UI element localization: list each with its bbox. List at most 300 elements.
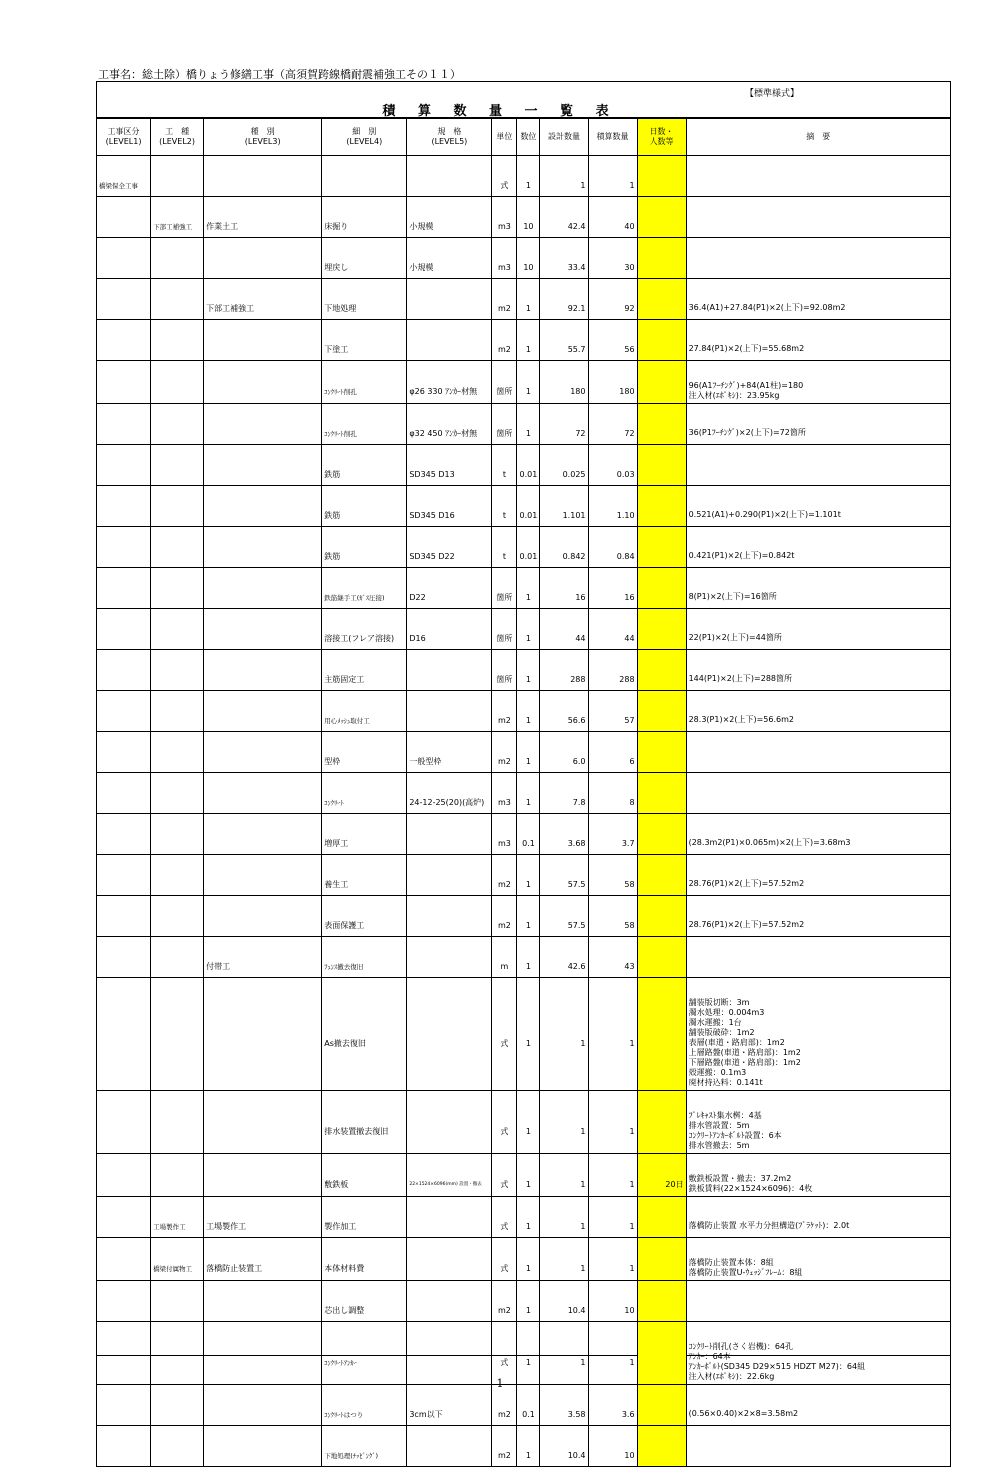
spacer-cell xyxy=(204,320,322,339)
cell-level4: 用心ﾒｯｼｭ取付工 xyxy=(322,709,407,732)
cell-unit: 箇所 xyxy=(492,422,517,445)
spacer-cell xyxy=(517,978,540,997)
cell-digit: 1 xyxy=(517,750,540,773)
cell-digit: 1 xyxy=(517,379,540,404)
cell-unit: 式 xyxy=(492,1340,517,1385)
cell-est-qty: 180 xyxy=(588,379,637,404)
spacer-row xyxy=(97,1281,951,1300)
spacer-cell xyxy=(204,238,322,257)
remark-line: 濁水処理：0.004m3 xyxy=(688,1008,765,1017)
cell-design-qty: 42.4 xyxy=(540,215,588,238)
cell-level4: As撤去復旧 xyxy=(322,996,407,1091)
cell-est-qty: 92 xyxy=(588,297,637,320)
spacer-cell xyxy=(637,527,686,546)
cell-est-qty: 1 xyxy=(588,1256,637,1281)
spacer-cell xyxy=(492,978,517,997)
cell-remarks xyxy=(686,586,950,609)
spacer-row xyxy=(97,1091,951,1110)
spacer-cell xyxy=(204,361,322,380)
spacer-cell xyxy=(204,732,322,751)
spacer-row xyxy=(97,486,951,505)
cell-level4: 鉄筋 xyxy=(322,463,407,486)
cell-level5 xyxy=(407,1444,492,1467)
cell-remarks xyxy=(686,1172,950,1197)
spacer-cell xyxy=(97,1281,151,1300)
cell-level1 xyxy=(97,297,151,320)
cell-digit: 1 xyxy=(517,1444,540,1467)
cell-design-qty: 1 xyxy=(540,996,588,1091)
spacer-cell xyxy=(151,691,204,710)
spacer-cell xyxy=(204,1154,322,1173)
spacer-cell xyxy=(637,1197,686,1216)
table-body xyxy=(97,156,951,1467)
remark-line: 殻運搬：0.1m3 xyxy=(688,1068,747,1077)
cell-level5 xyxy=(407,1299,492,1322)
spacer-cell xyxy=(97,320,151,339)
spacer-cell xyxy=(637,814,686,833)
spacer-cell xyxy=(540,1154,588,1173)
spacer-cell xyxy=(322,197,407,216)
spacer-cell xyxy=(407,1426,492,1445)
spacer-cell xyxy=(322,1091,407,1110)
cell-level4: 鉄筋 xyxy=(322,504,407,527)
cell-unit: t xyxy=(492,463,517,486)
table-row xyxy=(97,1172,951,1197)
spacer-cell xyxy=(97,937,151,956)
cell-design-qty: 72 xyxy=(540,422,588,445)
cell-level3 xyxy=(204,750,322,773)
spacer-cell xyxy=(686,896,950,915)
cell-est-qty: 43 xyxy=(588,955,637,978)
spacer-cell xyxy=(407,937,492,956)
spacer-cell xyxy=(151,1238,204,1257)
spacer-cell xyxy=(686,1238,950,1257)
cell-level3 xyxy=(204,914,322,937)
spacer-row xyxy=(97,1426,951,1445)
cell-unit: 式 xyxy=(492,174,517,197)
spacer-cell xyxy=(322,279,407,298)
cell-days xyxy=(637,627,686,650)
cell-level5: 24-12-25(20)(高炉) xyxy=(407,791,492,814)
spacer-cell xyxy=(588,855,637,874)
spacer-cell xyxy=(686,1426,950,1445)
cell-level2 xyxy=(151,586,204,609)
spacer-cell xyxy=(588,814,637,833)
spacer-cell xyxy=(492,1426,517,1445)
spacer-cell xyxy=(686,445,950,464)
spacer-cell xyxy=(492,1091,517,1110)
spacer-cell xyxy=(407,814,492,833)
cell-est-qty: 3.7 xyxy=(588,832,637,855)
cell-unit: m3 xyxy=(492,256,517,279)
spacer-cell xyxy=(204,1322,322,1341)
table-row xyxy=(97,791,951,814)
cell-design-qty: 180 xyxy=(540,379,588,404)
cell-level4: 芯出し調整 xyxy=(322,1299,407,1322)
remark-line: ｱﾝｶｰﾎﾞﾙﾄ(SD345 D29×515 HDZT M27)：64組 xyxy=(688,1362,866,1371)
cell-remarks xyxy=(686,422,950,445)
cell-level4: 下地処理 xyxy=(322,297,407,320)
cell-remarks xyxy=(686,914,950,937)
cell-digit: 1 xyxy=(517,709,540,732)
cell-level5 xyxy=(407,873,492,896)
sheet-title: 積 算 数 量 一 覧 表 xyxy=(382,104,618,119)
spacer-cell xyxy=(517,1322,540,1341)
spacer-cell xyxy=(204,937,322,956)
cell-unit: t xyxy=(492,504,517,527)
cell-level5 xyxy=(407,338,492,361)
cell-digit: 1 xyxy=(517,914,540,937)
cell-remarks xyxy=(686,379,950,404)
spacer-cell xyxy=(540,486,588,505)
cell-level1 xyxy=(97,463,151,486)
table-row xyxy=(97,174,951,197)
cell-est-qty: 10 xyxy=(588,1299,637,1322)
cell-digit: 1 xyxy=(517,174,540,197)
remark-line: 0.421(P1)×2(上下)=0.842t xyxy=(688,551,795,560)
cell-level3: 落橋防止装置工 xyxy=(204,1256,322,1281)
spacer-cell xyxy=(637,486,686,505)
spacer-cell xyxy=(588,978,637,997)
cell-level3 xyxy=(204,545,322,568)
spacer-cell xyxy=(540,197,588,216)
cell-days xyxy=(637,545,686,568)
cell-remarks xyxy=(686,832,950,855)
spacer-cell xyxy=(517,1091,540,1110)
cell-est-qty: 1 xyxy=(588,174,637,197)
cell-level4: 養生工 xyxy=(322,873,407,896)
spacer-cell xyxy=(517,609,540,628)
cell-design-qty: 92.1 xyxy=(540,297,588,320)
spacer-cell xyxy=(637,279,686,298)
spacer-cell xyxy=(204,609,322,628)
spacer-cell xyxy=(97,238,151,257)
spacer-cell xyxy=(204,1197,322,1216)
cell-days xyxy=(637,791,686,814)
cell-level2 xyxy=(151,1444,204,1467)
cell-level1 xyxy=(97,586,151,609)
spacer-cell xyxy=(151,1154,204,1173)
cell-design-qty: 1 xyxy=(540,1215,588,1238)
spacer-cell xyxy=(588,609,637,628)
spacer-cell xyxy=(540,527,588,546)
spacer-cell xyxy=(322,855,407,874)
spacer-cell xyxy=(517,1197,540,1216)
spacer-row xyxy=(97,527,951,546)
spacer-cell xyxy=(588,1281,637,1300)
spacer-cell xyxy=(204,691,322,710)
cell-design-qty: 44 xyxy=(540,627,588,650)
table-row xyxy=(97,1444,951,1467)
table-row xyxy=(97,422,951,445)
spacer-cell xyxy=(637,650,686,669)
cell-level4 xyxy=(322,174,407,197)
spacer-cell xyxy=(588,238,637,257)
cell-design-qty: 33.4 xyxy=(540,256,588,279)
cell-level3 xyxy=(204,832,322,855)
cell-level2 xyxy=(151,955,204,978)
spacer-cell xyxy=(517,855,540,874)
spacer-cell xyxy=(517,1238,540,1257)
spacer-cell xyxy=(540,732,588,751)
spacer-row xyxy=(97,609,951,628)
spacer-cell xyxy=(637,1281,686,1300)
cell-level3 xyxy=(204,379,322,404)
spacer-cell xyxy=(151,238,204,257)
cell-level3 xyxy=(204,586,322,609)
cell-digit: 1 xyxy=(517,1256,540,1281)
spacer-cell xyxy=(686,609,950,628)
cell-level5: SD345 D13 xyxy=(407,463,492,486)
spacer-cell xyxy=(204,1091,322,1110)
cell-design-qty: 55.7 xyxy=(540,338,588,361)
remark-line: 落橋防止装置U-ｳｪｯｼﾞﾌﾚｰﾑ：8組 xyxy=(688,1268,803,1277)
cell-days xyxy=(637,996,686,1091)
cell-level5 xyxy=(407,1256,492,1281)
spacer-cell xyxy=(588,1322,637,1341)
cell-design-qty: 0.842 xyxy=(540,545,588,568)
spacer-cell xyxy=(204,445,322,464)
spacer-cell xyxy=(517,361,540,380)
table-row xyxy=(97,627,951,650)
cell-level4: 溶接工(フレア溶接) xyxy=(322,627,407,650)
cell-days xyxy=(637,586,686,609)
cell-level5: 3cm以下 xyxy=(407,1403,492,1426)
cell-digit: 0.01 xyxy=(517,545,540,568)
cell-unit: 箇所 xyxy=(492,627,517,650)
spacer-cell xyxy=(322,937,407,956)
cell-design-qty: 1 xyxy=(540,1109,588,1154)
cell-digit: 1 xyxy=(517,297,540,320)
cell-digit: 1 xyxy=(517,338,540,361)
spacer-cell xyxy=(151,1281,204,1300)
cell-unit: 式 xyxy=(492,1256,517,1281)
cell-level1 xyxy=(97,545,151,568)
spacer-cell xyxy=(686,279,950,298)
cell-unit: t xyxy=(492,545,517,568)
cell-level3 xyxy=(204,1444,322,1467)
spacer-cell xyxy=(97,1197,151,1216)
spacer-cell xyxy=(407,1091,492,1110)
spacer-cell xyxy=(407,609,492,628)
cell-design-qty: 1 xyxy=(540,174,588,197)
cell-level1 xyxy=(97,668,151,691)
spacer-row xyxy=(97,691,951,710)
spacer-cell xyxy=(151,814,204,833)
cell-digit: 1 xyxy=(517,955,540,978)
cell-level2 xyxy=(151,1172,204,1197)
spacer-cell xyxy=(540,814,588,833)
spacer-cell xyxy=(540,404,588,423)
spacer-cell xyxy=(517,814,540,833)
spacer-cell xyxy=(151,1091,204,1110)
cell-remarks xyxy=(686,215,950,238)
cell-level2 xyxy=(151,256,204,279)
spacer-row xyxy=(97,896,951,915)
cell-level2 xyxy=(151,791,204,814)
spacer-cell xyxy=(686,814,950,833)
spacer-cell xyxy=(637,773,686,792)
cell-design-qty: 1.101 xyxy=(540,504,588,527)
cell-unit: m2 xyxy=(492,1444,517,1467)
spacer-cell xyxy=(97,404,151,423)
spacer-cell xyxy=(492,814,517,833)
spacer-row xyxy=(97,1322,951,1341)
cell-days xyxy=(637,1444,686,1467)
cell-days xyxy=(637,1109,686,1154)
cell-level4: ﾌｪﾝｽ撤去復旧 xyxy=(322,955,407,978)
cell-days xyxy=(637,256,686,279)
cell-days xyxy=(637,174,686,197)
spacer-cell xyxy=(322,361,407,380)
table-row xyxy=(97,545,951,568)
header-level5: 規 格 (LEVEL5) xyxy=(407,119,492,156)
cell-remarks xyxy=(686,504,950,527)
cell-est-qty: 57 xyxy=(588,709,637,732)
spacer-cell xyxy=(517,197,540,216)
remark-line: 鉄板賃料(22×1524×6096)：4枚 xyxy=(688,1184,813,1193)
cell-est-qty: 1.10 xyxy=(588,504,637,527)
spacer-cell xyxy=(97,978,151,997)
spacer-row xyxy=(97,320,951,339)
cell-level2 xyxy=(151,914,204,937)
spacer-cell xyxy=(407,445,492,464)
spacer-cell xyxy=(517,732,540,751)
cell-digit: 0.1 xyxy=(517,1403,540,1426)
cell-unit: m2 xyxy=(492,709,517,732)
cell-est-qty: 6 xyxy=(588,750,637,773)
cell-level1 xyxy=(97,1299,151,1322)
spacer-cell xyxy=(97,855,151,874)
cell-unit: m3 xyxy=(492,832,517,855)
spacer-cell xyxy=(97,691,151,710)
spacer-row xyxy=(97,1238,951,1257)
spacer-cell xyxy=(151,404,204,423)
cell-digit: 1 xyxy=(517,1109,540,1154)
cell-level5: 22×1524×6096(mm) 設置・撤去 xyxy=(407,1172,492,1197)
spacer-row xyxy=(97,978,951,997)
cell-level1 xyxy=(97,256,151,279)
spacer-cell xyxy=(588,650,637,669)
spacer-cell xyxy=(492,1238,517,1257)
spacer-cell xyxy=(151,773,204,792)
header-digit: 数位 xyxy=(517,119,540,156)
spacer-cell xyxy=(407,486,492,505)
spacer-row xyxy=(97,773,951,792)
cell-digit: 1 xyxy=(517,1172,540,1197)
spacer-row xyxy=(97,197,951,216)
cell-unit: m3 xyxy=(492,215,517,238)
remark-line: 表層(車道・路肩部)：1m2 xyxy=(688,1038,785,1047)
remark-line: 28.3(P1)×2(上下)=56.6m2 xyxy=(688,715,794,724)
spacer-cell xyxy=(204,404,322,423)
spacer-cell xyxy=(686,691,950,710)
spacer-cell xyxy=(492,1197,517,1216)
spacer-cell xyxy=(492,855,517,874)
spacer-cell xyxy=(151,937,204,956)
spacer-cell xyxy=(322,814,407,833)
spacer-cell xyxy=(492,732,517,751)
cell-level1 xyxy=(97,1403,151,1426)
spacer-cell xyxy=(517,691,540,710)
spacer-cell xyxy=(151,732,204,751)
cell-digit: 0.01 xyxy=(517,504,540,527)
spacer-cell xyxy=(588,320,637,339)
remark-line: 0.521(A1)+0.290(P1)×2(上下)=1.101t xyxy=(688,510,841,519)
cell-digit: 10 xyxy=(517,256,540,279)
spacer-cell xyxy=(322,486,407,505)
cell-design-qty: 10.4 xyxy=(540,1299,588,1322)
cell-level4: 表面保護工 xyxy=(322,914,407,937)
spacer-cell xyxy=(637,855,686,874)
cell-level2 xyxy=(151,996,204,1091)
cell-level2 xyxy=(151,873,204,896)
cell-design-qty: 16 xyxy=(540,586,588,609)
cell-design-qty: 1 xyxy=(540,1340,588,1385)
spacer-cell xyxy=(97,732,151,751)
spacer-cell xyxy=(540,978,588,997)
cell-level4: ｺﾝｸﾘｰﾄｱﾝｶｰ xyxy=(322,1340,407,1385)
spacer-cell xyxy=(492,279,517,298)
header-design-qty: 設計数量 xyxy=(540,119,588,156)
spacer-cell xyxy=(588,732,637,751)
remark-line: 144(P1)×2(上下)=288箇所 xyxy=(688,674,793,683)
spacer-cell xyxy=(637,197,686,216)
cell-digit: 1 xyxy=(517,586,540,609)
cell-days xyxy=(637,379,686,404)
spacer-cell xyxy=(588,279,637,298)
cell-level5 xyxy=(407,668,492,691)
cell-design-qty: 0.025 xyxy=(540,463,588,486)
spacer-cell xyxy=(322,527,407,546)
cell-days xyxy=(637,297,686,320)
cell-remarks xyxy=(686,545,950,568)
spacer-cell xyxy=(407,279,492,298)
cell-remarks xyxy=(686,463,950,486)
spacer-cell xyxy=(540,1091,588,1110)
cell-level4: 下地処理(ﾁｯﾋﾟﾝｸﾞ) xyxy=(322,1444,407,1467)
cell-days xyxy=(637,1299,686,1322)
cell-remarks xyxy=(686,174,950,197)
spacer-cell xyxy=(540,1281,588,1300)
spacer-cell xyxy=(322,445,407,464)
spacer-cell xyxy=(517,404,540,423)
cell-level1 xyxy=(97,955,151,978)
spacer-cell xyxy=(637,732,686,751)
spacer-cell xyxy=(517,937,540,956)
spacer-cell xyxy=(492,773,517,792)
spacer-cell xyxy=(492,568,517,587)
spacer-cell xyxy=(322,650,407,669)
cell-design-qty: 6.0 xyxy=(540,750,588,773)
spacer-cell xyxy=(97,361,151,380)
spacer-cell xyxy=(407,732,492,751)
spacer-cell xyxy=(204,896,322,915)
spacer-cell xyxy=(492,609,517,628)
spacer-cell xyxy=(151,445,204,464)
cell-level2 xyxy=(151,174,204,197)
spacer-cell xyxy=(204,1238,322,1257)
spacer-cell xyxy=(540,568,588,587)
cell-unit: m2 xyxy=(492,1299,517,1322)
spacer-cell xyxy=(540,609,588,628)
spacer-cell xyxy=(97,279,151,298)
remark-line: ｱﾝｶｰ：64本 xyxy=(688,1352,731,1361)
cell-level4: 製作加工 xyxy=(322,1215,407,1238)
cell-remarks xyxy=(686,955,950,978)
remark-line: 敷鉄板設置・撤去：37.2m2 xyxy=(688,1174,792,1183)
cell-level3 xyxy=(204,256,322,279)
